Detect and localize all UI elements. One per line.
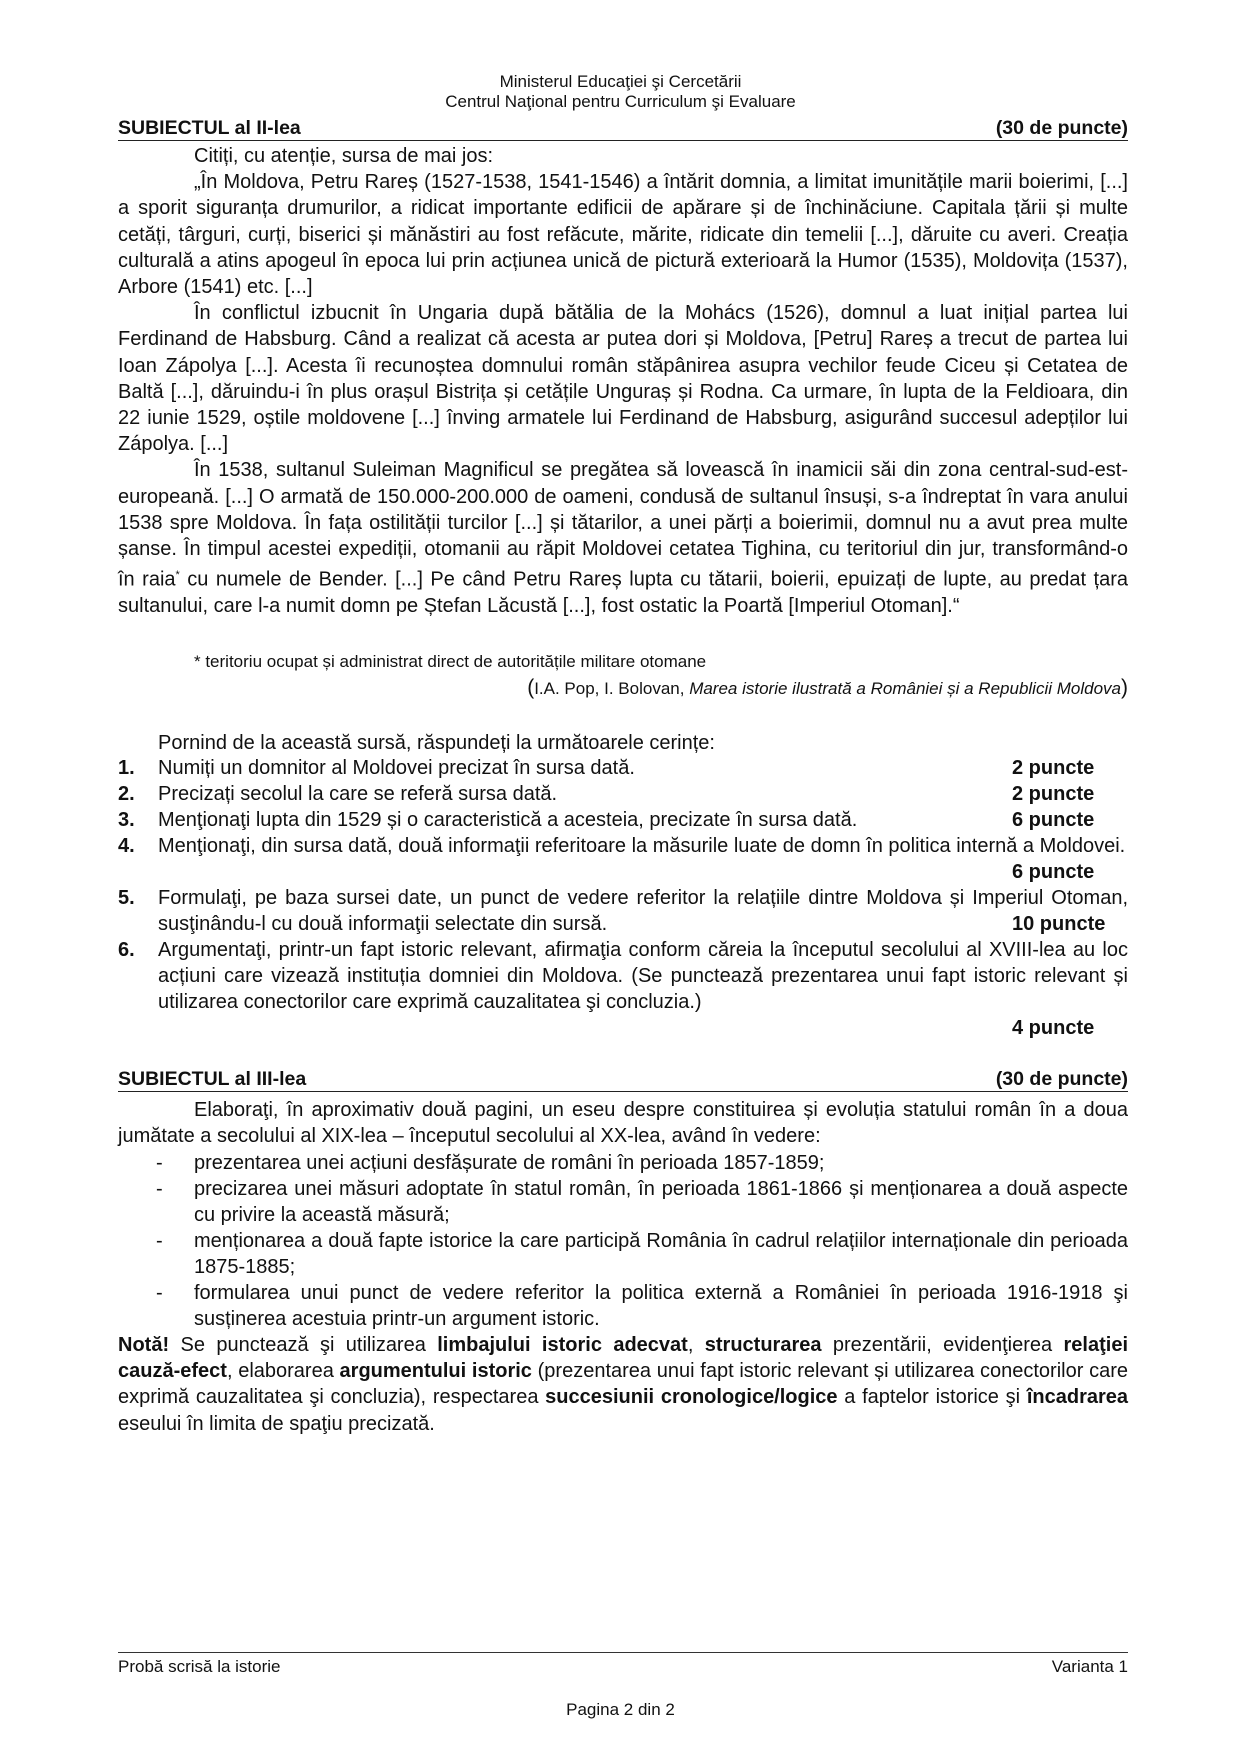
question-points: 6 puncte (1012, 861, 1095, 883)
question-item: 1. Numiți un domnitor al Moldovei precizat în sursa dată. 2 puncte (118, 755, 1128, 781)
source-paragraph (118, 457, 1128, 619)
subject3-points: (30 de puncte) (995, 1068, 1128, 1090)
essay-requirement: - formularea unui punct de vedere referitor la politica externă a României în perioada 1916-1918 şi susținerea acestuia printr-un argument istoric. (156, 1282, 1128, 1331)
essay-intro: Elaboraţi, în aproximativ două pagini, un eseu despre constituirea și evoluția statului român în a doua jumătate a secolului al XIX-lea – începutul secolului al XX-lea, având în vedere: (118, 1099, 1128, 1148)
ministry-name: Ministerul Educaţiei şi Cercetării (499, 72, 742, 91)
source-paragraph-part: cu numele de Bender. [...] Pe când Petru Rareș lupta cu tătarii, boierii, epuizați de lupte, au predat țara sultanului, care l-a numit domn pe Ștefan Lăcustă [...], fost ostatic la Poartă [Imperiul Otoman].“ (118, 568, 1128, 618)
footnote-mark: * (175, 569, 180, 582)
question-item: 2. Precizați secolul la care se referă sursa dată. 2 puncte (118, 781, 1128, 807)
question-points: 4 puncte (1012, 1017, 1095, 1039)
page-number: Pagina 2 din 2 (566, 1700, 675, 1719)
question-points: 2 puncte (1012, 783, 1095, 805)
essay-requirement: - menționarea a două fapte istorice la care participă România în cadrul relațiilor internaționale din perioada 1875-1885; (156, 1230, 1128, 1279)
subject2-heading (118, 117, 1128, 141)
question-item: 3. Menţionaţi lupta din 1529 și o caracteristică a acesteia, precizate în sursa dată. 6 puncte (118, 807, 1128, 833)
footer-divider (118, 1652, 1128, 1653)
source-paragraph: În conflictul izbucnit în Ungaria după bătălia de la Mohács (1526), domnul a luat inițial partea lui Ferdinand de Habsburg. Când a realizat că acesta ar putea dori și Moldova, [Petru] Rareș a trecut de partea lui Ioan Zápolya [...]. Acesta îi recunoștea domnului român stăpânirea asupra vechilor feude Ciceu și Cetatea de Baltă [...], dăruindu-i în plus orașul Bistrița și cetățile Unguraș și Rodna. Ca urmare, în lupta de la Feldioara, din 22 iunie 1529, oștile moldovene [...] înving armatele lui Ferdinand de Habsburg, asigurând succesul adepților lui Zápolya. [...] (118, 302, 1128, 456)
source-text (118, 143, 1128, 619)
question-item: 5. Formulaţi, pe baza sursei date, un punct de vedere referitor la relațiile dintre Moldova și Imperiul Otoman, susţinându-l cu două informaţii selectate din sursă. 10 puncte (118, 887, 1128, 936)
subject2-points: (30 de puncte) (995, 117, 1128, 139)
footer-exam-name: Probă scrisă la istorie (118, 1657, 281, 1676)
source-citation: (I.A. Pop, I. Bolovan, Marea istorie ilustrată a României și a Republicii Moldova) (527, 676, 1128, 699)
question-points: 6 puncte (1012, 809, 1095, 831)
essay-requirement: - precizarea unei măsuri adoptate în statul român, în perioada 1861-1866 și menționarea a două aspecte cu privire la această măsură; (156, 1178, 1128, 1227)
subject2-title: SUBIECTUL al II-lea (118, 117, 301, 139)
instruction: Citiți, cu atenție, sursa de mai jos: (194, 145, 494, 167)
question-points: 10 puncte (1012, 913, 1106, 935)
question-points: 2 puncte (1012, 757, 1095, 779)
questions-intro: Pornind de la această sursă, răspundeți la următoarele cerințe: (158, 732, 715, 754)
subject3-title: SUBIECTUL al III-lea (118, 1068, 307, 1090)
note-label: Notă! (118, 1334, 170, 1356)
essay-requirement: - prezentarea unei acțiuni desfășurate de români în perioada 1857-1859; (156, 1152, 825, 1174)
subject3-heading (118, 1068, 1128, 1092)
footnote: * teritoriu ocupat și administrat direct de autoritățile militare otomane (194, 652, 707, 671)
grading-note: Notă! Se punctează şi utilizarea limbajului istoric adecvat, structurarea prezentării, evidenţierea relaţiei cauză-efect, elaborarea argumentului istoric (prezentarea unui fapt istoric relevant și utilizarea conectorilor care exprimă cauzalitatea şi concluzia), respectarea succesiunii cronologice/logice a faptelor istorice şi încadrarea eseului în limita de spaţiu precizată. (118, 1334, 1128, 1435)
center-name: Centrul Naţional pentru Curriculum şi Evaluare (445, 92, 796, 111)
question-item: 6. Argumentaţi, printr-un fapt istoric relevant, afirmaţia conform căreia la începutul secolului al XVIII-lea au loc acțiuni care vizează instituția domniei din Moldova. (Se punctează prezentarea unui fapt istoric relevant și utilizarea conectorilor care exprimă cauzalitatea şi concluzia.) 4 puncte (118, 937, 1128, 1016)
source-paragraph-part: În 1538, sultanul Suleiman Magnificul se pregătea să lovească în inamicii săi din zona central-sud-est-europeană. [...] O armată de 150.000-200.000 de oameni, condusă de sultanul însuși, s-a îndreptat în vara anului 1538 spre Moldova. În fața ostilității turcilor [...] și tătarilor, a unei părți a boierimii, domnul nu a avut prea multe șanse. În timpul acestei expediții, otomanii au răpit Moldovei cetatea Tighina, cu teritoriul din jur, transformând-o în raia (118, 459, 1128, 591)
source-paragraph: „În Moldova, Petru Rareș (1527-1538, 1541-1546) a întărit domnia, a limitat imunitățile marii boierimi, [...] a sporit siguranța drumurilor, a ridicat importante edificii de apărare și de închinăciune. Capitala țării și multe cetăți, târguri, curți, biserici și mănăstiri au fost refăcute, mărite, ridicate din temelii [...], dăruite cu averi. Creația culturală a atins apogeul în epoca lui prin acțiunea unică de pictură exterioară la Humor (1535), Moldovița (1537), Arbore (1541) etc. [...] (118, 171, 1128, 299)
question-item: 4. Menţionaţi, din sursa dată, două informaţii referitoare la măsurile luate de domn în politica internă a Moldovei. 6 puncte (118, 833, 1128, 859)
book-title: Marea istorie ilustrată a României și a Republicii Moldova (689, 679, 1121, 698)
footer-variant: Varianta 1 (1051, 1657, 1128, 1676)
